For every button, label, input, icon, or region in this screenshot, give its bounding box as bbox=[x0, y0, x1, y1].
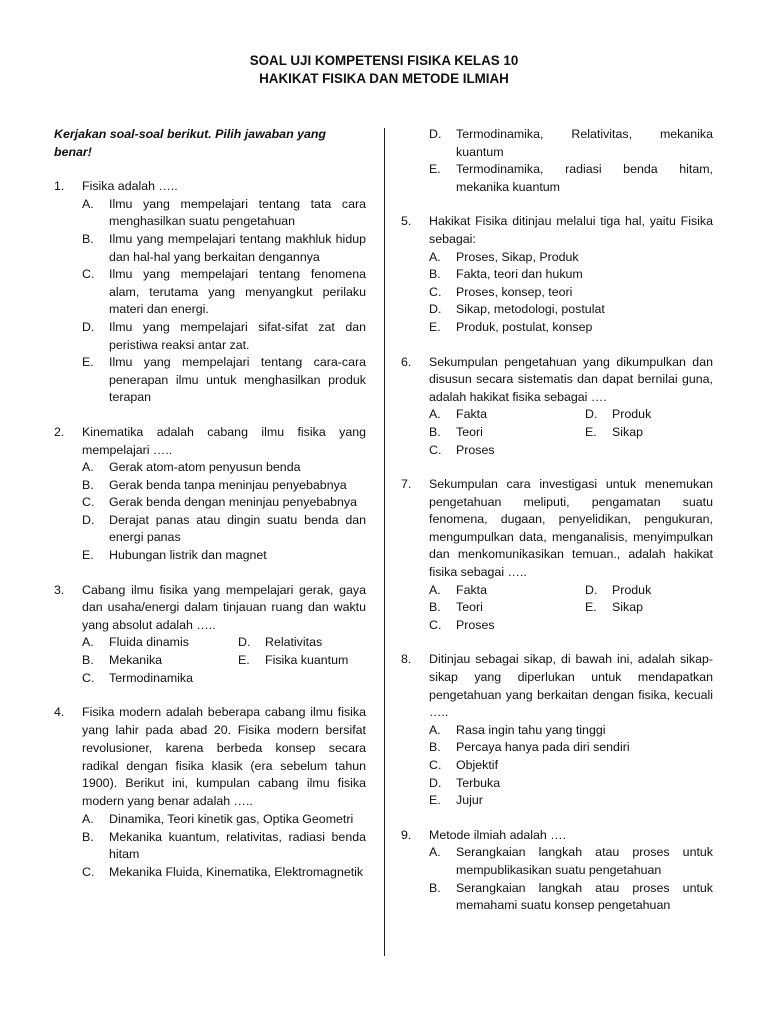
question-number: 7. bbox=[401, 477, 412, 492]
option-c bbox=[82, 494, 366, 512]
option-text: Mekanika Fluida, Kinematika, Elektromagnetik bbox=[109, 864, 364, 879]
question-number: 3. bbox=[54, 582, 65, 597]
option-grid bbox=[82, 634, 366, 687]
option-text: Sikap bbox=[612, 600, 643, 615]
question-number: 8. bbox=[401, 652, 412, 667]
question-8 bbox=[401, 651, 713, 809]
option-letter: E. bbox=[82, 548, 94, 563]
option-text: Teori bbox=[456, 600, 483, 615]
option-e bbox=[585, 424, 713, 442]
option-text: Ilmu yang mempelajari tentang fenomena alam, terutama yang menyangkut perilaku materi dan energi. bbox=[109, 267, 366, 317]
option-text: Proses, Sikap, Produk bbox=[456, 249, 579, 264]
option-text: Produk, postulat, konsep bbox=[456, 319, 593, 334]
question-1 bbox=[54, 178, 366, 407]
option-b bbox=[82, 829, 366, 864]
option-text: Rasa ingin tahu yang tinggi bbox=[456, 722, 606, 737]
option-a bbox=[429, 249, 713, 267]
option-letter: E. bbox=[238, 653, 250, 668]
option-letter: C. bbox=[82, 267, 95, 282]
question-number: 5. bbox=[401, 214, 412, 229]
option-text: Hubungan listrik dan magnet bbox=[109, 548, 267, 563]
question-9 bbox=[401, 827, 713, 915]
option-d bbox=[585, 406, 713, 424]
option-letter: B. bbox=[429, 740, 441, 755]
question-text: Kinematika adalah cabang ilmu fisika yang mempelajari ….. bbox=[82, 424, 366, 457]
column-divider bbox=[384, 128, 385, 956]
question-number: 4. bbox=[54, 705, 65, 720]
option-c bbox=[82, 266, 366, 319]
option-e bbox=[238, 652, 366, 670]
option-text: Fakta, teori dan hukum bbox=[456, 267, 583, 282]
option-text: Ilmu yang mempelajari tentang tata cara menghasilkan suatu pengetahuan bbox=[109, 196, 366, 229]
option-letter: A. bbox=[82, 812, 94, 826]
option-letter: D. bbox=[585, 582, 598, 597]
option-e bbox=[429, 161, 713, 196]
option-letter: D. bbox=[429, 302, 442, 317]
option-d bbox=[82, 319, 366, 354]
option-text: Gerak benda tanpa meninjau penyebabnya bbox=[109, 477, 347, 492]
option-text: Fluida dinamis bbox=[109, 635, 189, 650]
option-letter: C. bbox=[429, 617, 442, 632]
option-letter: B. bbox=[429, 267, 441, 282]
option-b bbox=[429, 266, 713, 284]
option-text: Mekanika kuantum, relativitas, radiasi benda hitam bbox=[109, 829, 366, 862]
option-letter: B. bbox=[82, 653, 94, 668]
option-letter: D. bbox=[585, 407, 598, 422]
option-letter: B. bbox=[82, 477, 94, 492]
option-letter: C. bbox=[429, 442, 442, 457]
question-text: Hakikat Fisika ditinjau melalui tiga hal, yaitu Fisika sebagai: bbox=[429, 214, 713, 246]
option-d bbox=[429, 126, 713, 161]
question-text: Sekumpulan cara investigasi untuk menemukan pengetahuan meliputi, pengamatan suatu fenomena, dugaan, penyelidikan, pengukuran, mengumpulkan data, menganalisis, menyimpulkan dan menkomunikasikan temuan., adalah hakikat fisika sebagai ….. bbox=[429, 477, 713, 580]
option-a bbox=[82, 634, 238, 652]
option-letter: C. bbox=[82, 864, 95, 879]
option-d bbox=[429, 301, 713, 319]
option-letter: A. bbox=[82, 635, 94, 650]
option-a bbox=[429, 406, 585, 424]
instruction-text: Kerjakan soal-soal berikut. Pilih jawaban yang benar! bbox=[54, 127, 326, 159]
option-b bbox=[82, 231, 366, 266]
option-letter: A. bbox=[82, 460, 94, 475]
option-c bbox=[429, 442, 585, 460]
option-letter: D. bbox=[82, 512, 95, 527]
option-text: Mekanika bbox=[109, 653, 163, 668]
option-text: Produk bbox=[612, 407, 652, 422]
option-c bbox=[82, 670, 238, 688]
option-text: Jujur bbox=[456, 793, 483, 808]
question-4 bbox=[54, 704, 366, 881]
option-text: Serangkaian langkah atau proses untuk memahami suatu konsep pengetahuan bbox=[456, 880, 713, 913]
option-text: Gerak atom-atom penyusun benda bbox=[109, 460, 301, 475]
option-letter: E. bbox=[429, 793, 441, 808]
option-text: Gerak benda dengan meninjau penyebabnya bbox=[109, 495, 358, 510]
question-4-continued bbox=[401, 126, 713, 196]
option-b bbox=[429, 599, 585, 617]
option-letter: E. bbox=[429, 162, 441, 177]
option-text: Ilmu yang mempelajari sifat-sifat zat dan peristiwa reaksi antar zat. bbox=[109, 319, 366, 352]
option-text: Fakta bbox=[456, 582, 487, 597]
option-letter: A. bbox=[429, 845, 441, 860]
option-text: Derajat panas atau dingin suatu benda dan energi panas bbox=[109, 512, 366, 545]
option-letter: C. bbox=[429, 284, 442, 299]
option-e bbox=[429, 792, 713, 810]
title-line-2: HAKIKAT FISIKA DAN METODE ILMIAH bbox=[259, 71, 509, 86]
option-e bbox=[585, 599, 713, 617]
option-letter: A. bbox=[429, 249, 441, 264]
option-letter: D. bbox=[82, 319, 95, 334]
option-text: Proses, konsep, teori bbox=[456, 284, 573, 299]
option-c bbox=[429, 617, 585, 635]
question-2 bbox=[54, 424, 366, 565]
option-d bbox=[238, 634, 366, 652]
option-b bbox=[82, 652, 238, 670]
question-number: 6. bbox=[401, 354, 412, 369]
option-letter: E. bbox=[82, 355, 94, 370]
question-number: 2. bbox=[54, 424, 65, 439]
option-letter: A. bbox=[429, 582, 441, 597]
option-letter: B. bbox=[429, 880, 441, 895]
option-letter: E. bbox=[585, 424, 597, 439]
option-b bbox=[429, 880, 713, 915]
question-text: Metode ilmiah adalah …. bbox=[429, 827, 567, 842]
option-text: Dinamika, Teori kinetik gas, Optika Geometri bbox=[109, 812, 354, 826]
option-c bbox=[429, 757, 713, 775]
option-text: Ilmu yang mempelajari tentang makhluk hidup dan hal-hal yang berkaitan dengannya bbox=[109, 231, 366, 264]
option-letter: E. bbox=[429, 319, 441, 334]
option-text: Sikap, metodologi, postulat bbox=[456, 302, 605, 317]
option-a bbox=[429, 844, 713, 879]
option-letter: D. bbox=[429, 775, 442, 790]
option-b bbox=[429, 739, 713, 757]
question-6 bbox=[401, 354, 713, 460]
option-text: Termodinamika bbox=[109, 670, 194, 685]
question-number: 9. bbox=[401, 827, 412, 842]
option-e bbox=[429, 319, 713, 337]
option-a bbox=[82, 811, 366, 829]
question-7 bbox=[401, 476, 713, 634]
question-text: Fisika adalah ….. bbox=[82, 179, 178, 194]
option-b bbox=[429, 424, 585, 442]
option-letter: B. bbox=[429, 424, 441, 439]
right-column bbox=[401, 126, 713, 932]
option-grid bbox=[429, 406, 713, 459]
option-text: Produk bbox=[612, 582, 652, 597]
option-c bbox=[429, 284, 713, 302]
option-letter: C. bbox=[429, 758, 442, 772]
option-text: Terbuka bbox=[456, 775, 501, 790]
option-grid bbox=[429, 582, 713, 635]
option-a bbox=[429, 582, 585, 600]
option-text: Ilmu yang mempelajari tentang cara-cara penerapan ilmu untuk menghasilkan produk terapan bbox=[109, 355, 366, 405]
option-a bbox=[429, 722, 713, 740]
option-d bbox=[82, 512, 366, 547]
option-letter: A. bbox=[82, 196, 94, 211]
option-letter: A. bbox=[429, 407, 441, 422]
option-d bbox=[429, 775, 713, 793]
question-number: 1. bbox=[54, 179, 65, 194]
option-text: Serangkaian langkah atau proses untuk mempublikasikan suatu pengetahuan bbox=[456, 845, 713, 877]
option-letter: C. bbox=[82, 495, 95, 510]
question-text: Cabang ilmu fisika yang mempelajari gerak, gaya dan usaha/energi dalam tinjauan ruang dan waktu yang absolut adalah ….. bbox=[82, 582, 366, 632]
option-letter: D. bbox=[238, 635, 251, 650]
option-text: Percaya hanya pada diri sendiri bbox=[456, 740, 630, 755]
option-a bbox=[82, 459, 366, 477]
title-line-1: SOAL UJI KOMPETENSI FISIKA KELAS 10 bbox=[249, 53, 519, 68]
option-letter: D. bbox=[429, 127, 442, 141]
option-letter: C. bbox=[82, 670, 95, 685]
option-text: Proses bbox=[456, 617, 495, 632]
option-text: Fakta bbox=[456, 407, 487, 422]
option-letter: B. bbox=[82, 231, 94, 246]
question-text: Sekumpulan pengetahuan yang dikumpulkan dan disusun secara sistematis dan dapat bernilai guna, adalah hakikat fisika sebagai …. bbox=[429, 354, 713, 404]
option-text: Proses bbox=[456, 442, 495, 457]
option-a bbox=[82, 196, 366, 231]
option-e bbox=[82, 547, 366, 565]
option-letter: B. bbox=[429, 600, 441, 615]
question-text: Ditinjau sebagai sikap, di bawah ini, adalah sikap-sikap yang diperlukan untuk mendapatkan pengetahuan yang berkaitan dengan fisika, kecuali ….. bbox=[429, 652, 713, 720]
option-text: Objektif bbox=[456, 758, 499, 772]
option-c bbox=[82, 864, 366, 882]
option-letter: A. bbox=[429, 722, 441, 737]
left-column bbox=[54, 126, 366, 898]
option-text: Termodinamika, Relativitas, mekanika kuantum bbox=[456, 127, 713, 159]
option-text: Sikap bbox=[612, 424, 643, 439]
option-text: Teori bbox=[456, 424, 483, 439]
option-text: Relativitas bbox=[265, 635, 323, 650]
option-text: Termodinamika, radiasi benda hitam, mekanika kuantum bbox=[456, 162, 713, 194]
question-5 bbox=[401, 213, 713, 336]
document-title bbox=[0, 52, 768, 88]
question-3 bbox=[54, 582, 366, 688]
option-e bbox=[82, 354, 366, 407]
option-letter: B. bbox=[82, 829, 94, 844]
option-text: Fisika kuantum bbox=[265, 653, 349, 668]
option-letter: E. bbox=[585, 600, 597, 615]
question-text: Fisika modern adalah beberapa cabang ilmu fisika yang lahir pada abad 20. Fisika modern bersifat revolusioner, karena berbeda konsep secara radikal dengan fisika klasik (era sebelum tahun 1900). Berikut ini, kumpulan cabang ilmu fisika modern yang benar adalah ….. bbox=[82, 705, 366, 809]
option-b bbox=[82, 477, 366, 495]
option-d bbox=[585, 582, 713, 600]
